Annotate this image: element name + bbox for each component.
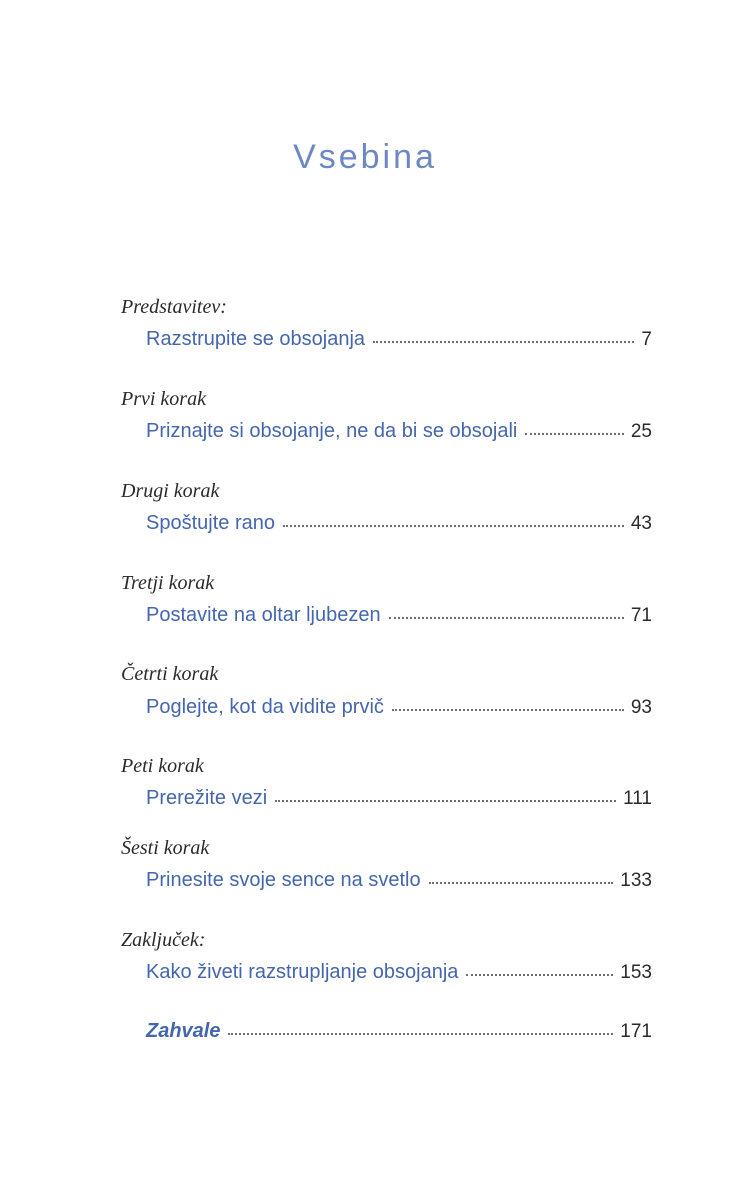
section-label-introduction: Predstavitev:: [121, 296, 227, 318]
chapter-title: Razstrupite se obsojanja: [146, 328, 366, 350]
section-label-step-6: Šesti korak: [121, 837, 210, 859]
section-label-conclusion: Zaključek:: [121, 929, 206, 951]
toc-entry-step-1: [146, 420, 652, 443]
chapter-title: Priznajte si obsojanje, ne da bi se obsojali: [146, 420, 518, 442]
toc-entry-conclusion: [146, 961, 652, 984]
page-title: Vsebina: [293, 138, 437, 176]
chapter-title: Postavite na oltar ljubezen: [146, 604, 381, 626]
dot-leader: [373, 341, 634, 343]
dot-leader: [275, 800, 616, 802]
toc-entry-acknowledgements: [146, 1020, 652, 1043]
toc-entry-step-5: [146, 787, 652, 810]
dot-leader: [392, 709, 624, 711]
dot-leader: [525, 433, 624, 435]
chapter-title: Spoštujte rano: [146, 512, 275, 534]
section-label-step-5: Peti korak: [121, 755, 204, 777]
toc-entry-step-2: [146, 512, 652, 535]
section-label-step-4: Četrti korak: [121, 663, 219, 685]
toc-entry-step-6: [146, 869, 652, 892]
dot-leader: [283, 525, 624, 527]
page-number: 25: [630, 421, 652, 442]
section-label-step-2: Drugi korak: [121, 480, 220, 502]
page-number: 93: [630, 697, 652, 718]
chapter-title: Kako živeti razstrupljanje obsojanja: [146, 961, 459, 983]
chapter-title: Zahvale: [146, 1020, 221, 1042]
toc-entry-step-3: [146, 604, 652, 627]
dot-leader: [389, 617, 624, 619]
chapter-title: Poglejte, kot da vidite prvič: [146, 696, 384, 718]
dot-leader: [429, 882, 614, 884]
dot-leader: [228, 1033, 613, 1035]
chapter-title: Prerežite vezi: [146, 787, 268, 809]
section-label-step-3: Tretji korak: [121, 572, 215, 594]
page-number: 43: [630, 513, 652, 534]
toc-entry-step-4: [146, 696, 652, 719]
chapter-title: Prinesite svoje sence na svetlo: [146, 869, 421, 891]
section-label-step-1: Prvi korak: [121, 388, 206, 410]
dot-leader: [466, 974, 613, 976]
toc-entry-introduction: [146, 328, 652, 351]
page-number: 171: [620, 1021, 652, 1042]
page-number: 111: [623, 788, 652, 809]
page-number: 133: [620, 870, 652, 891]
page-number: 7: [641, 329, 652, 350]
page-number: 153: [620, 962, 652, 983]
page-number: 71: [630, 605, 652, 626]
